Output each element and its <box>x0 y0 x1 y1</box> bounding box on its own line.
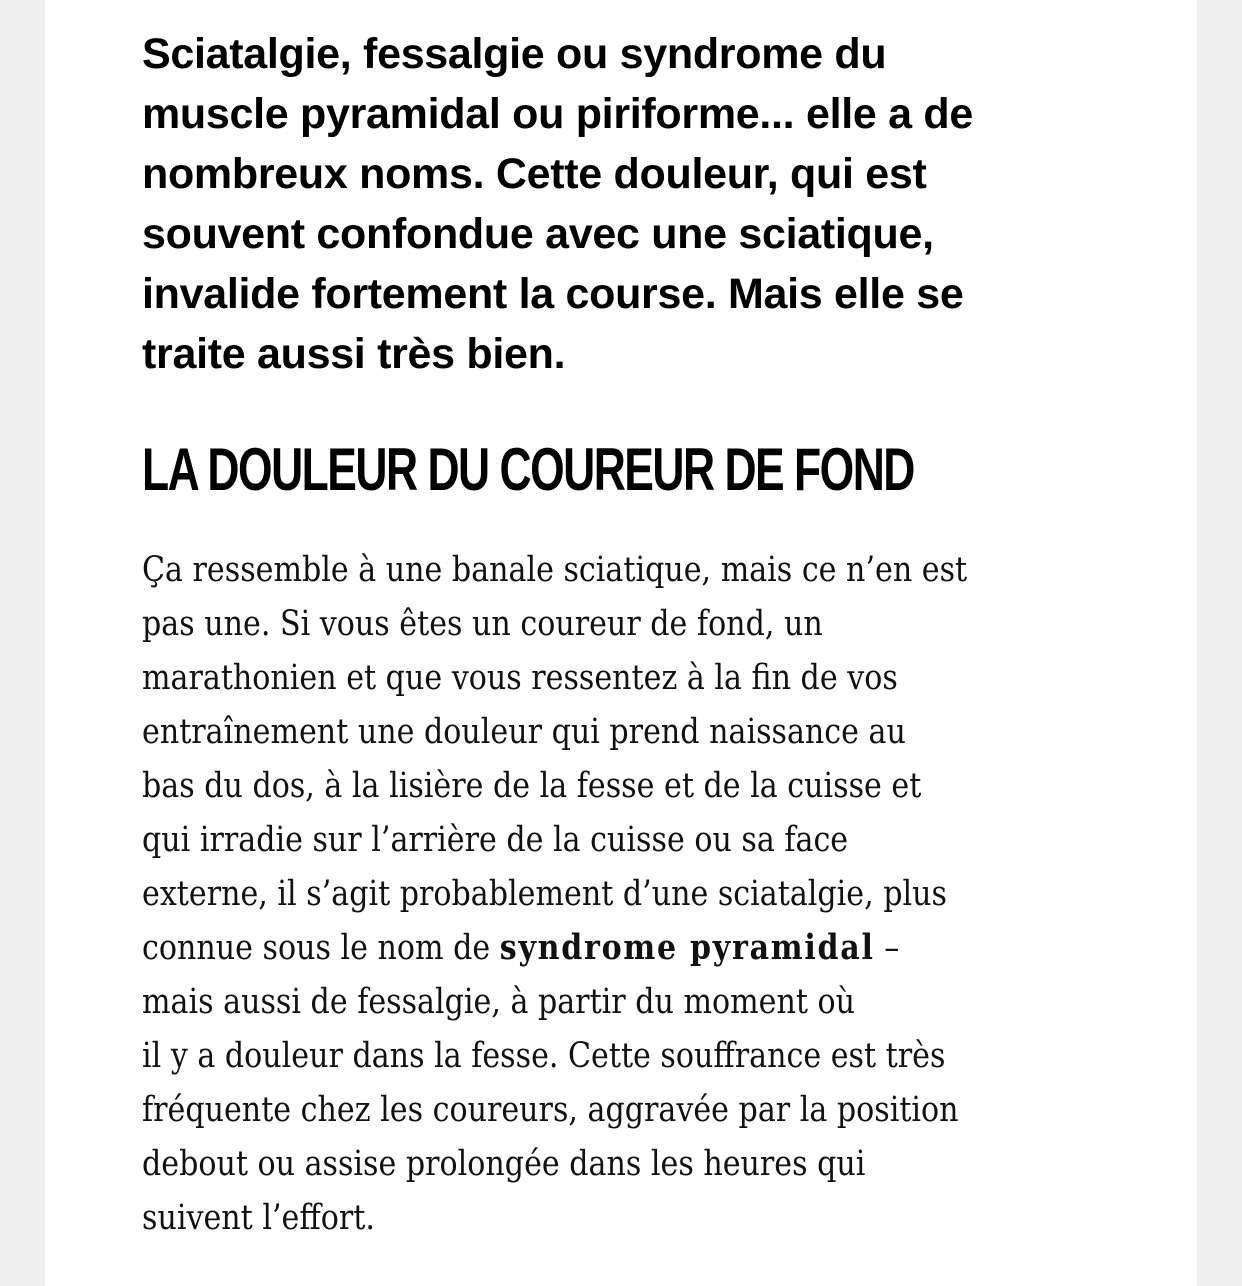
lede-line: nombreux noms. Cette douleur, qui est <box>142 150 927 198</box>
body-text-segment: – <box>874 928 900 968</box>
lede-line: traite aussi très bien. <box>142 330 566 378</box>
body-line-text <box>142 921 899 975</box>
body-line-text: fréquente chez les coureurs, aggravée par la position <box>142 1090 959 1130</box>
body-line <box>142 651 1142 705</box>
body-line <box>142 975 1142 1029</box>
article-body-paragraph <box>142 543 1142 1245</box>
lede-line: muscle pyramidal ou piriforme... elle a de <box>142 90 973 138</box>
body-line-text: marathonien et que vous ressentez à la fin de vos <box>142 658 898 698</box>
article-page <box>45 0 1197 1286</box>
body-line-text: il y a douleur dans la fesse. Cette souffrance est très <box>142 1036 946 1076</box>
body-line-text: pas une. Si vous êtes un coureur de fond, un <box>142 604 823 644</box>
body-line-text: externe, il s’agit probablement d’une sciatalgie, plus <box>142 874 947 914</box>
lede-line: souvent confondue avec une sciatique, <box>142 210 934 258</box>
lede-line: invalide fortement la course. Mais elle se <box>142 270 964 318</box>
body-line <box>142 1191 1142 1245</box>
body-line <box>142 1083 1142 1137</box>
body-line-text: mais aussi de fessalgie, à partir du moment où <box>142 982 856 1022</box>
article-lede <box>142 0 1142 384</box>
section-heading: LA DOULEUR DU COUREUR DE FOND <box>142 436 914 503</box>
body-line <box>142 1029 1142 1083</box>
body-line <box>142 867 1142 921</box>
article-content <box>142 0 1142 1238</box>
body-line <box>142 813 1142 867</box>
body-line <box>142 705 1142 759</box>
body-line <box>142 759 1142 813</box>
body-line-text: suivent l’effort. <box>142 1198 375 1238</box>
emphasized-term: syndrome pyramidal <box>499 927 875 968</box>
body-line <box>142 1137 1142 1191</box>
body-line-text: Ça ressemble à une banale sciatique, mais ce n’en est <box>142 550 968 590</box>
lede-line: Sciatalgie, fessalgie ou syndrome du <box>142 30 887 78</box>
body-line-text: debout ou assise prolongée dans les heures qui <box>142 1144 866 1184</box>
body-line <box>142 597 1142 651</box>
body-text-segment: connue sous le nom de <box>142 928 500 968</box>
body-line-text: entraînement une douleur qui prend naissance au <box>142 712 906 752</box>
body-line-text: bas du dos, à la lisière de la fesse et de la cuisse et <box>142 766 922 806</box>
body-line <box>142 543 1142 597</box>
body-line-text: qui irradie sur l’arrière de la cuisse ou sa face <box>142 820 849 860</box>
body-line <box>142 921 1142 975</box>
